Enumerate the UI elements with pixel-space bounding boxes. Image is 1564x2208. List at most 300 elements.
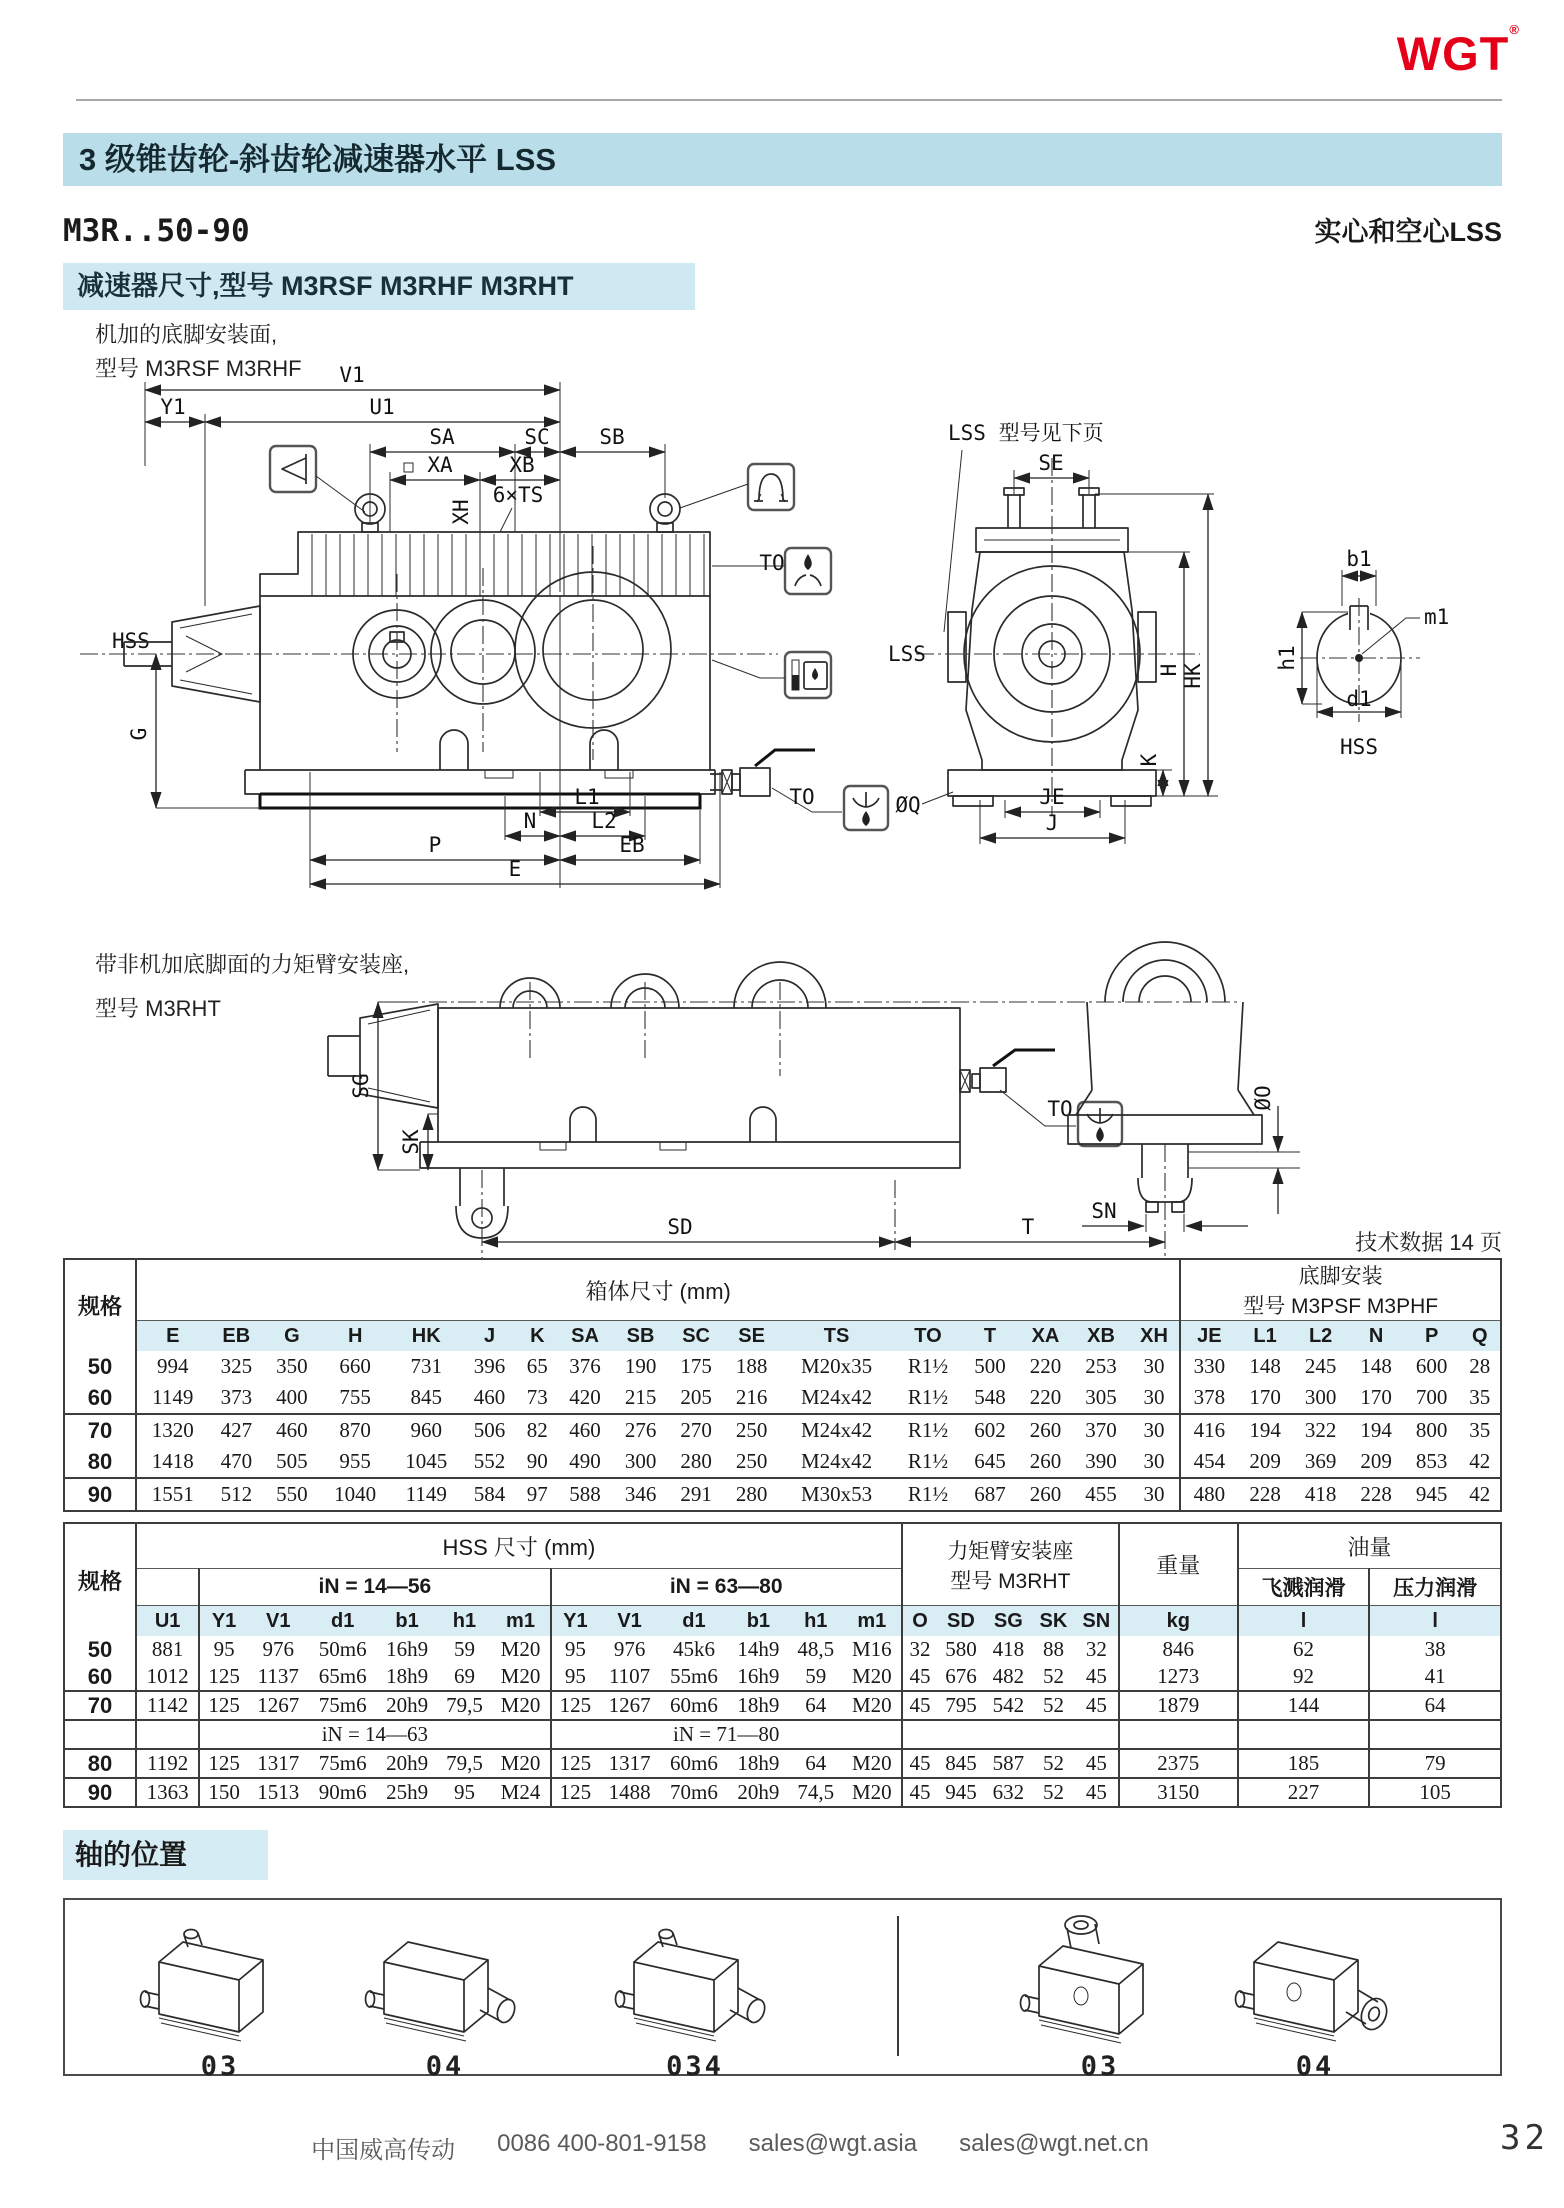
table-cell: 16h9 [728, 1663, 789, 1691]
column-header: N [1348, 1321, 1404, 1352]
tech-data-note: 技术数据 14 页 [1355, 1230, 1502, 1255]
table-cell [1369, 1720, 1501, 1749]
column-header: SD [937, 1606, 984, 1637]
spec-cell: 80 [64, 1749, 136, 1778]
svg-text:ØO: ØO [1251, 1085, 1275, 1111]
table-cell: 188 [735, 1354, 768, 1378]
table-cell: 79,5 [437, 1749, 491, 1778]
column-header: SK [1032, 1606, 1075, 1637]
table-cell: 632 [992, 1780, 1025, 1804]
svg-text:SA: SA [429, 425, 455, 449]
table-cell: R1½ [894, 1446, 963, 1478]
column-header: m1 [843, 1606, 902, 1637]
table-cell: 125 [551, 1749, 600, 1778]
table-cell: 500 [974, 1354, 1006, 1378]
table-cell: 97 [526, 1482, 548, 1506]
column-header: E [136, 1321, 209, 1352]
table-cell: 1137 [248, 1663, 309, 1691]
table-cell: 506 [473, 1418, 506, 1442]
table-cell [136, 1720, 199, 1749]
foot-mount-line2: 型号 M3PSF M3PHF [1243, 1295, 1439, 1318]
table-cell: 216 [724, 1382, 780, 1414]
footer [0, 2130, 1460, 2165]
ratio-range-right-2: iN = 71—80 [551, 1720, 902, 1749]
hss-label: HSS [112, 629, 150, 653]
iso-box-04h [1230, 1914, 1400, 2044]
g-dimension [127, 654, 260, 808]
table-cell: 18h9 [377, 1663, 438, 1691]
table-cell: 45 [902, 1691, 937, 1720]
svg-text:SG: SG [349, 1073, 373, 1099]
column-header: T [962, 1321, 1018, 1352]
table-cell: 194 [1249, 1418, 1281, 1442]
table-cell: 45k6 [672, 1637, 715, 1661]
table-cell: 846 [1119, 1636, 1238, 1663]
table-cell: 1045 [391, 1446, 462, 1478]
table-cell: 490 [557, 1446, 613, 1478]
table-cell: 79 [1369, 1749, 1501, 1778]
table-cell: 64 [789, 1749, 843, 1778]
torque-arm-side-view [328, 962, 960, 1260]
svg-text:L1: L1 [574, 785, 600, 809]
shaft-position-03 [135, 1914, 305, 2082]
top-rule [76, 99, 1502, 101]
drawing1-note-1: 机加的底脚安装面, [95, 322, 278, 347]
table-cell: 587 [985, 1749, 1032, 1778]
foot-mount-line1: 底脚安装 [1298, 1265, 1383, 1288]
table-cell: 228 [1360, 1482, 1392, 1506]
table-cell: M20 [851, 1780, 892, 1804]
table-cell: 1418 [136, 1446, 209, 1478]
column-header: HK [391, 1321, 462, 1352]
spec-cell: 70 [64, 1414, 136, 1446]
table-cell: 1273 [1119, 1663, 1238, 1691]
column-header: h1 [789, 1606, 843, 1637]
input-bell [172, 606, 260, 702]
table-cell: 291 [680, 1482, 712, 1506]
oil-level-icon [785, 652, 831, 698]
iso-box-034 [610, 1914, 780, 2044]
table-cell: 79,5 [437, 1691, 491, 1720]
table-cell: 215 [613, 1382, 669, 1414]
table-cell: 1192 [136, 1749, 199, 1778]
table-cell: 512 [220, 1482, 253, 1506]
column-header: XA [1018, 1321, 1074, 1352]
table-cell: 552 [462, 1446, 518, 1478]
spec-cell: 60 [64, 1382, 136, 1414]
table-cell: 253 [1085, 1354, 1117, 1378]
table-cell: 455 [1085, 1482, 1117, 1506]
table-cell: R1½ [907, 1482, 949, 1506]
column-header: P [1404, 1321, 1460, 1352]
table-cell: 65m6 [309, 1663, 377, 1691]
table-cell: 687 [974, 1482, 1006, 1506]
table-cell: 1879 [1119, 1691, 1238, 1720]
table-cell: 346 [624, 1482, 657, 1506]
column-header: V1 [248, 1606, 309, 1637]
table-cell: 88 [1042, 1637, 1064, 1661]
shaft-position-04 [360, 1914, 530, 2082]
column-header: SB [613, 1321, 669, 1352]
table-cell: 65 [526, 1354, 548, 1378]
column-header: U1 [136, 1606, 199, 1637]
table-cell: M24x42 [779, 1446, 893, 1478]
table-cell: 95 [551, 1636, 600, 1663]
foot-notches [485, 770, 633, 778]
table-cell: 92 [1238, 1663, 1370, 1691]
table-cell: 194 [1360, 1418, 1392, 1442]
pressure-lube-header: 压力润滑 [1369, 1569, 1501, 1606]
table-cell: 227 [1238, 1778, 1370, 1807]
case-arches [440, 730, 618, 770]
column-header: SC [668, 1321, 724, 1352]
shaft-positions-title: 轴的位置 [63, 1830, 268, 1880]
table-cell: 1142 [136, 1691, 199, 1720]
oil-level-leader [712, 660, 785, 678]
table-cell: 994 [157, 1354, 189, 1378]
pos-label-03h: 03 [1080, 2051, 1120, 2082]
cooling-ribs [312, 534, 704, 596]
table-cell: 396 [473, 1354, 506, 1378]
column-header: b1 [377, 1606, 438, 1637]
table-cell: 28 [1469, 1354, 1491, 1378]
table-cell [902, 1720, 1119, 1749]
table-cell: 325 [220, 1354, 253, 1378]
svg-text:P: P [428, 833, 442, 857]
table-cell: 584 [473, 1482, 506, 1506]
table-cell: 1149 [405, 1482, 447, 1506]
table-cell: 1267 [248, 1691, 309, 1720]
table-row [64, 1351, 1501, 1382]
table-cell: 454 [1180, 1446, 1237, 1478]
table-cell: 20h9 [737, 1780, 780, 1804]
table-cell [1238, 1720, 1370, 1749]
ratio-separator-row [64, 1720, 1501, 1749]
brand-logo: WGT® [1396, 22, 1520, 80]
svg-text:XB: XB [509, 453, 535, 477]
column-header: TS [779, 1321, 893, 1352]
table-cell: 416 [1180, 1414, 1237, 1446]
table-cell: 322 [1304, 1418, 1337, 1442]
column-header: kg [1119, 1606, 1238, 1637]
table-cell: 370 [1085, 1418, 1117, 1442]
case-top-step [260, 532, 710, 596]
table-cell: 881 [151, 1637, 184, 1661]
table-cell: 645 [962, 1446, 1018, 1478]
table-cell: 30 [1129, 1446, 1181, 1478]
table-row [64, 1663, 1501, 1691]
ratio-range-right: iN = 63—80 [551, 1569, 902, 1606]
table-cell: 800 [1415, 1418, 1448, 1442]
table-cell: 52 [1032, 1663, 1075, 1691]
table-cell: 676 [937, 1663, 984, 1691]
svg-text:SN: SN [1091, 1199, 1117, 1223]
table-cell: 955 [320, 1446, 391, 1478]
table-cell: M24x42 [779, 1382, 893, 1414]
housing-dimensions-table [63, 1258, 1502, 1512]
hss-dimensions-table [63, 1522, 1502, 1808]
splash-lube-header: 飞溅润滑 [1238, 1569, 1370, 1606]
table-cell: 460 [569, 1418, 601, 1442]
table-cell: 480 [1180, 1478, 1237, 1511]
pos-label-04h: 04 [1295, 2051, 1335, 2082]
shaft-position-034 [610, 1914, 780, 2082]
table-cell: 330 [1180, 1351, 1237, 1382]
column-header: l [1238, 1606, 1370, 1637]
table-cell: 150 [199, 1778, 248, 1807]
eyebolt-right [650, 494, 680, 532]
table-row [64, 1778, 1501, 1807]
table-cell: 400 [264, 1382, 320, 1414]
table-cell: 90 [517, 1446, 557, 1478]
spec-cell [64, 1720, 136, 1749]
shaft-position-03-hollow [1015, 1914, 1185, 2082]
pos-label-03: 03 [200, 2051, 240, 2082]
table-cell: 125 [551, 1778, 600, 1807]
table-cell: 35 [1459, 1382, 1501, 1414]
column-header: SN [1075, 1606, 1119, 1637]
column-header: JE [1180, 1321, 1237, 1352]
u1-spacer [136, 1569, 199, 1606]
lifting-leader [680, 484, 748, 508]
table-cell: 95 [551, 1663, 600, 1691]
table-cell: 55m6 [660, 1663, 728, 1691]
table-cell: 245 [1304, 1354, 1337, 1378]
table-cell: 125 [551, 1691, 600, 1720]
svg-text:V1: V1 [339, 363, 365, 387]
table-cell: M24x42 [800, 1418, 873, 1442]
svg-text:SE: SE [1038, 451, 1064, 475]
table-cell: 14h9 [737, 1637, 780, 1661]
spec-header: 规格 [64, 1259, 136, 1351]
hss-shaft-section [1275, 547, 1449, 759]
table-row [64, 1414, 1501, 1446]
column-header: O [902, 1606, 937, 1637]
drawing2-note-2: 型号 M3RHT [95, 996, 221, 1021]
table-cell: 1317 [599, 1749, 660, 1778]
table-cell: 45 [1075, 1663, 1119, 1691]
sight-glass-leader [316, 476, 365, 512]
column-header: b1 [728, 1606, 789, 1637]
table-cell: 845 [937, 1749, 984, 1778]
table-cell: 52 [1032, 1691, 1075, 1720]
torque-arm-drawing [60, 930, 1540, 1270]
svg-text:J: J [1045, 811, 1059, 835]
gear-case [260, 596, 710, 770]
table-cell: 373 [209, 1382, 265, 1414]
svg-text:XH: XH [449, 499, 473, 525]
footer-phone: 0086 400-801-9158 [497, 2130, 707, 2157]
table-cell: 48,5 [797, 1637, 835, 1661]
table-cell: 190 [624, 1354, 657, 1378]
table-cell: 460 [462, 1382, 518, 1414]
table-cell: 220 [1018, 1382, 1074, 1414]
table-cell: 82 [526, 1418, 548, 1442]
spec-cell: 90 [64, 1478, 136, 1511]
table-cell: 420 [557, 1382, 613, 1414]
ratio-range-left: iN = 14—56 [199, 1569, 550, 1606]
table-cell: 853 [1404, 1446, 1460, 1478]
column-header: l [1369, 1606, 1501, 1637]
column-header: EB [209, 1321, 265, 1352]
column-header-row [64, 1321, 1501, 1352]
table-cell: 542 [985, 1691, 1032, 1720]
table-cell: 74,5 [797, 1780, 835, 1804]
sg-sk-dimensions [349, 1002, 438, 1170]
to-drain-label: TO [789, 785, 815, 809]
sight-glass-icon [270, 446, 316, 492]
table-cell: 60m6 [660, 1691, 728, 1720]
column-header: Y1 [551, 1606, 600, 1637]
svg-text:H: H [1157, 663, 1181, 677]
table-cell: 1149 [136, 1382, 209, 1414]
column-header: L1 [1237, 1321, 1293, 1352]
svg-text:L2: L2 [591, 809, 617, 833]
svg-text:SD: SD [667, 1215, 693, 1239]
table-cell: 45 [902, 1778, 937, 1807]
table-cell: 64 [1369, 1691, 1501, 1720]
table-cell: 700 [1404, 1382, 1460, 1414]
table-cell: M20 [843, 1691, 902, 1720]
table-row [64, 1749, 1501, 1778]
to-breather-label: TO [759, 551, 785, 575]
positions-divider [897, 1916, 899, 2056]
column-header: J [462, 1321, 518, 1352]
table-cell [1119, 1720, 1238, 1749]
table-cell: 73 [517, 1382, 557, 1414]
column-header: d1 [660, 1606, 728, 1637]
table-cell: 976 [613, 1637, 646, 1661]
table-row [64, 1446, 1501, 1478]
table-cell: 105 [1369, 1778, 1501, 1807]
table-cell: 16h9 [386, 1637, 429, 1661]
oil-drain-icon-2 [1078, 1102, 1122, 1146]
table-cell: 300 [613, 1446, 669, 1478]
svg-text:d1: d1 [1346, 687, 1372, 711]
table-cell: 600 [1415, 1354, 1448, 1378]
table-row [64, 1382, 1501, 1414]
svg-text:EB: EB [619, 833, 645, 857]
table-cell: 1267 [599, 1691, 660, 1720]
column-header: SA [557, 1321, 613, 1352]
table-cell: 45 [902, 1749, 937, 1778]
column-header: L2 [1293, 1321, 1349, 1352]
table-cell: 228 [1249, 1482, 1281, 1506]
table-cell: 170 [1237, 1382, 1293, 1414]
iso-box-03 [135, 1914, 305, 2044]
table-cell: 1040 [334, 1482, 377, 1506]
footer-email-net: sales@wgt.net.cn [959, 2130, 1149, 2157]
torque-arm-line1: 力矩臂安装座 [947, 1539, 1074, 1563]
table-cell: 75m6 [309, 1691, 377, 1720]
spec-cell: 50 [64, 1636, 136, 1663]
column-header: d1 [309, 1606, 377, 1637]
shaft-type-note: 实心和空心LSS [1314, 217, 1502, 247]
torque-arm-front-view [1068, 942, 1300, 1232]
table-cell: 260 [1018, 1446, 1074, 1478]
section-subtitle: 减速器尺寸,型号 M3RSF M3RHF M3RHT [63, 263, 695, 310]
table-cell: 35 [1469, 1418, 1491, 1442]
footer-company: 中国威高传动 [311, 2137, 456, 2164]
svg-text:SK: SK [399, 1129, 423, 1155]
table-cell: 30 [1129, 1382, 1181, 1414]
svg-text:U1: U1 [369, 395, 395, 419]
table-cell: 505 [264, 1446, 320, 1478]
table-cell: 42 [1469, 1482, 1491, 1506]
table-cell: 369 [1293, 1446, 1349, 1478]
svg-text:T: T [1021, 1215, 1035, 1239]
column-header: m1 [491, 1606, 550, 1637]
column-header: Q [1459, 1321, 1501, 1352]
shaft-position-04-hollow [1230, 1914, 1400, 2082]
table-cell: 62 [1238, 1636, 1370, 1663]
table-cell: 460 [276, 1418, 308, 1442]
table-cell: 378 [1180, 1382, 1237, 1414]
front-view [888, 421, 1218, 844]
table-cell: 209 [1348, 1446, 1404, 1478]
table-cell: 376 [569, 1354, 601, 1378]
table-cell: 20h9 [377, 1749, 438, 1778]
svg-text:G: G [127, 727, 151, 741]
table-cell: R1½ [907, 1354, 949, 1378]
table-cell: 144 [1238, 1691, 1370, 1720]
column-header: h1 [437, 1606, 491, 1637]
svg-text:HSS: HSS [1340, 735, 1378, 759]
table-cell: 1320 [151, 1418, 194, 1442]
table-cell: 945 [1415, 1482, 1448, 1506]
table-cell: 42 [1459, 1446, 1501, 1478]
ratio-range-left-2: iN = 14—63 [199, 1720, 550, 1749]
range-header-row [64, 1569, 1501, 1606]
table-cell: 125 [199, 1749, 248, 1778]
table-cell: 50m6 [318, 1637, 367, 1661]
page-title: 3 级锥齿轮-斜齿轮减速器水平 LSS [63, 133, 1502, 186]
table-cell: 945 [945, 1780, 977, 1804]
table-cell: 1488 [608, 1780, 651, 1804]
table-row [64, 1636, 1501, 1663]
registered-mark-icon: ® [1509, 22, 1520, 37]
table-cell: 3150 [1119, 1778, 1238, 1807]
table-cell: M20x35 [800, 1354, 873, 1378]
table-cell: 205 [668, 1382, 724, 1414]
table-cell: 45 [902, 1663, 937, 1691]
table-cell: 185 [1238, 1749, 1370, 1778]
table-cell: 41 [1369, 1663, 1501, 1691]
table-cell: 170 [1348, 1382, 1404, 1414]
table-cell: 45 [1075, 1749, 1119, 1778]
table-cell: 350 [276, 1354, 308, 1378]
table-cell: 260 [1029, 1482, 1062, 1506]
spec-header-2: 规格 [64, 1523, 136, 1636]
table-cell: M20 [491, 1749, 550, 1778]
table-cell: 60m6 [660, 1749, 728, 1778]
table-cell: 580 [945, 1637, 977, 1661]
oil-header: 油量 [1238, 1523, 1501, 1569]
table-cell: 300 [1293, 1382, 1349, 1414]
table-cell: 588 [569, 1482, 601, 1506]
table-cell: 175 [680, 1354, 712, 1378]
foot-mount-header [1180, 1259, 1501, 1321]
table-cell: 390 [1073, 1446, 1129, 1478]
table-cell: M24 [500, 1780, 541, 1804]
column-header: H [320, 1321, 391, 1352]
table-cell: 660 [339, 1354, 371, 1378]
iso-box-03h [1015, 1914, 1185, 2044]
table-cell: 1317 [248, 1749, 309, 1778]
table-cell: 30 [1143, 1354, 1165, 1378]
spec-cell: 80 [64, 1446, 136, 1478]
table-cell: 427 [220, 1418, 253, 1442]
